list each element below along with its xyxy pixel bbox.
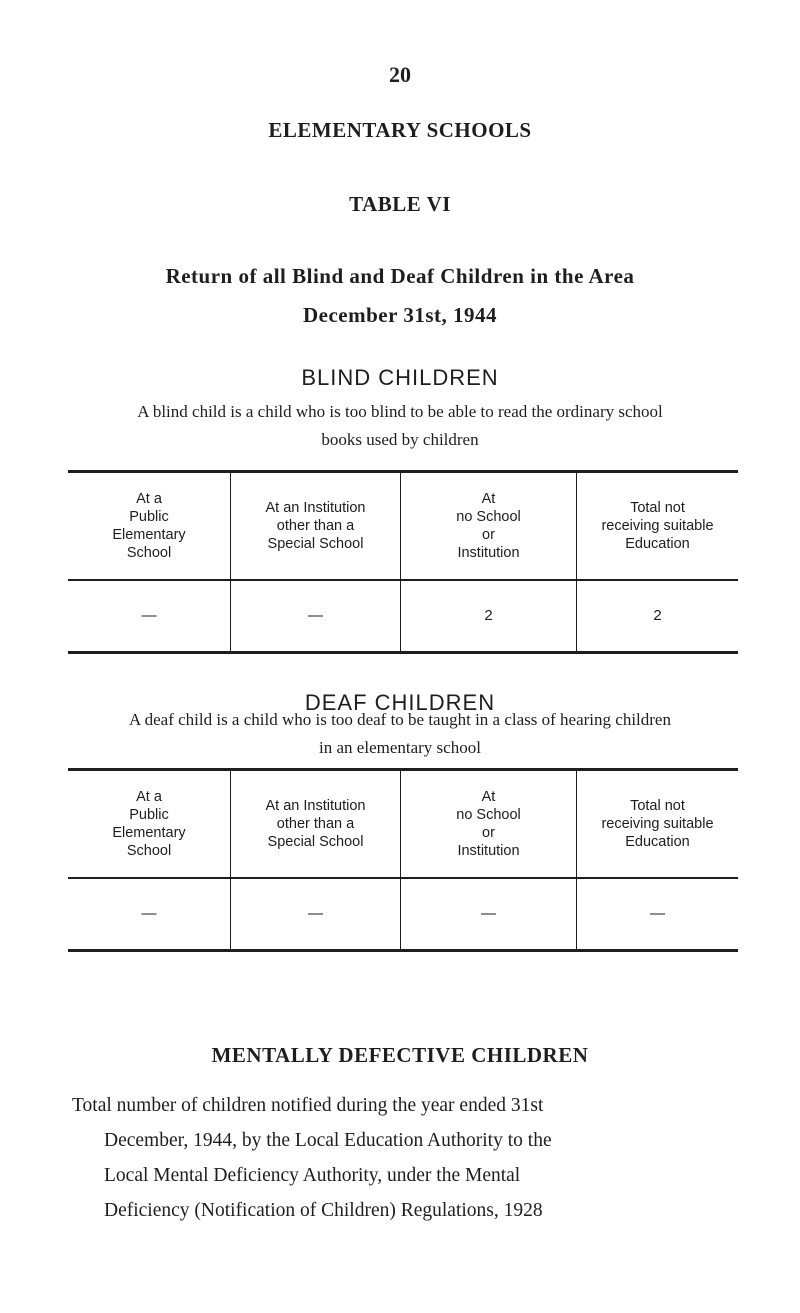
header-line: Public	[129, 807, 169, 823]
value-institution: —	[230, 581, 400, 651]
header-line: receiving suitable	[601, 816, 714, 832]
header-line: School	[126, 545, 172, 561]
header-line: At	[481, 491, 496, 507]
blind-definition-line-2: books used by children	[321, 430, 479, 449]
heading-return-title: Return of all Blind and Deaf Children in the Area	[165, 264, 635, 288]
mental-line-3: Local Mental Deficiency Authority, under the Mental	[104, 1165, 521, 1186]
header-line: no School	[456, 807, 521, 823]
header-line: Elementary	[112, 825, 186, 841]
value-no-school: 2	[400, 581, 576, 651]
header-line: Education	[625, 536, 690, 552]
table-bottom-rule	[68, 651, 738, 654]
table-header-row	[68, 771, 738, 877]
header-line: School	[126, 843, 172, 859]
mental-line-2: December, 1944, by the Local Education Authority to the	[104, 1130, 552, 1151]
value-institution: —	[230, 879, 400, 949]
column-header-institution	[230, 473, 400, 579]
header-line: other than a	[276, 816, 355, 832]
blind-definition	[60, 398, 740, 454]
header-line: Special School	[267, 536, 364, 552]
header-line: Total not	[630, 798, 685, 814]
page-number: 20	[389, 62, 411, 87]
mental-section-title: MENTALLY DEFECTIVE CHILDREN	[211, 1043, 589, 1067]
column-header-no-school	[400, 771, 576, 877]
header-line: no School	[456, 509, 521, 525]
blind-children-table	[68, 470, 738, 654]
header-line: Education	[625, 834, 690, 850]
header-line: Public	[129, 509, 169, 525]
table-data-row	[68, 879, 738, 949]
header-line: or	[482, 527, 495, 543]
blind-section-title: BLIND CHILDREN	[301, 365, 499, 390]
mental-line-1: Total number of children notified during the year ended 31st	[72, 1095, 544, 1116]
header-line: At an Institution	[265, 500, 366, 516]
header-line: At a	[136, 491, 162, 507]
column-header-public-elementary	[68, 771, 230, 877]
column-header-institution	[230, 771, 400, 877]
header-line: or	[482, 825, 495, 841]
column-header-total-not-receiving	[576, 771, 738, 877]
column-header-total-not-receiving	[576, 473, 738, 579]
value-total-not-receiving: —	[576, 879, 738, 949]
header-line: Total not	[630, 500, 685, 516]
value-public-elementary: —	[141, 606, 157, 624]
header-line: Institution	[457, 843, 520, 859]
column-header-no-school	[400, 473, 576, 579]
header-line: At a	[136, 789, 162, 805]
value-public-elementary: —	[141, 904, 157, 922]
table-data-row	[68, 581, 738, 651]
table-header-row	[68, 473, 738, 579]
heading-date: December 31st, 1944	[303, 303, 497, 327]
blind-definition-line-1: A blind child is a child who is too blind to be able to read the ordinary school	[137, 402, 663, 421]
heading-table-number: TABLE VI	[349, 192, 451, 216]
deaf-definition-line-1: A deaf child is a child who is too deaf to be taught in a class of hearing children	[129, 710, 671, 729]
deaf-definition-line-2: in an elementary school	[319, 738, 481, 757]
header-line: other than a	[276, 518, 355, 534]
heading-elementary-schools: ELEMENTARY SCHOOLS	[268, 118, 532, 142]
column-header-public-elementary	[68, 473, 230, 579]
header-line: receiving suitable	[601, 518, 714, 534]
value-total-not-receiving: 2	[576, 581, 738, 651]
header-line: Special School	[267, 834, 364, 850]
deaf-definition	[60, 706, 740, 762]
table-bottom-rule	[68, 949, 738, 952]
header-line: At an Institution	[265, 798, 366, 814]
header-line: Elementary	[112, 527, 186, 543]
header-line: Institution	[457, 545, 520, 561]
mental-line-4: Deficiency (Notification of Children) Regulations, 1928	[104, 1200, 543, 1221]
deaf-children-table	[68, 768, 738, 952]
deaf-section-title: DEAF CHILDREN	[304, 690, 496, 715]
mental-paragraph	[72, 1088, 682, 1228]
header-line: At	[481, 789, 496, 805]
value-no-school: —	[400, 879, 576, 949]
